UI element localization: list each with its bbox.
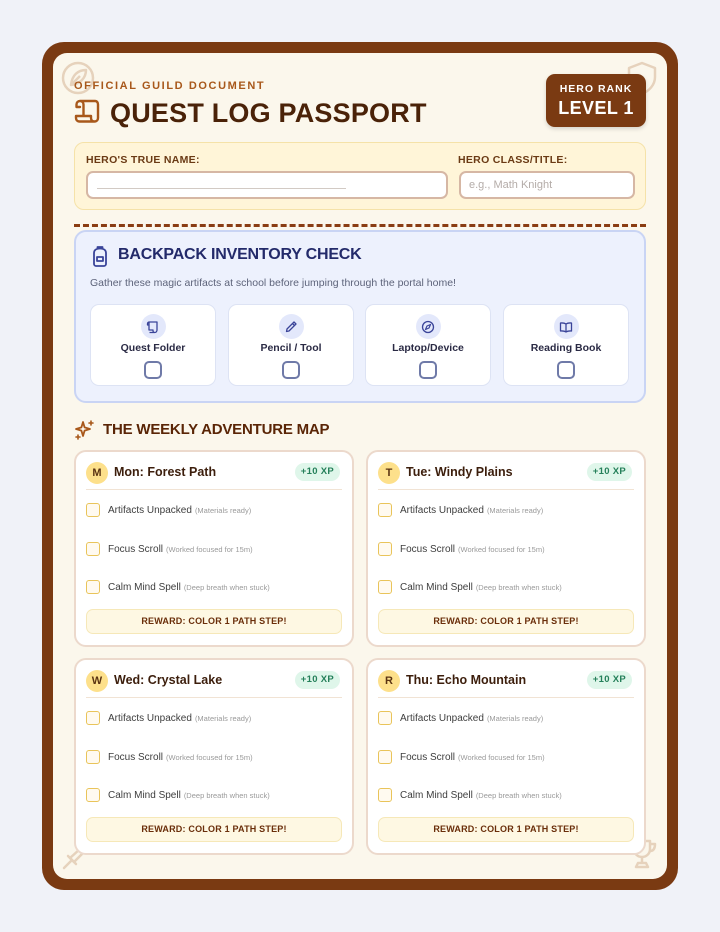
day-title: Thu: Echo Mountain bbox=[406, 673, 527, 687]
hero-class-label: HERO CLASS/TITLE: bbox=[458, 154, 568, 166]
scroll-icon bbox=[141, 314, 166, 339]
task-hint: (Deep breath when stuck) bbox=[183, 582, 270, 592]
inventory-item-reading-book bbox=[503, 304, 629, 386]
hero-name-label: HERO'S TRUE NAME: bbox=[86, 154, 200, 166]
inventory-item-label: Quest Folder bbox=[120, 342, 186, 354]
reward-banner: REWARD: COLOR 1 PATH STEP! bbox=[378, 609, 634, 634]
task-checkbox[interactable] bbox=[378, 788, 392, 802]
reward-banner: REWARD: COLOR 1 PATH STEP! bbox=[378, 817, 634, 842]
task-row bbox=[86, 501, 342, 519]
scroll-icon bbox=[72, 96, 102, 131]
task-name: Artifacts Unpacked bbox=[400, 712, 484, 724]
compass-icon bbox=[416, 314, 441, 339]
day-title: Mon: Forest Path bbox=[114, 465, 217, 479]
task-checkbox[interactable] bbox=[86, 503, 100, 517]
task-hint: (Deep breath when stuck) bbox=[183, 790, 270, 800]
book-icon bbox=[554, 314, 579, 339]
weekly-map-title: THE WEEKLY ADVENTURE MAP bbox=[103, 421, 330, 438]
inventory-item-pencil bbox=[228, 304, 354, 386]
inventory-checkbox[interactable] bbox=[419, 361, 437, 379]
task-row bbox=[378, 709, 634, 727]
day-card-monday bbox=[74, 450, 354, 647]
day-badge: T bbox=[378, 462, 400, 484]
xp-badge: +10 XP bbox=[295, 671, 340, 689]
backpack-icon bbox=[90, 245, 110, 267]
page-title: QUEST LOG PASSPORT bbox=[110, 98, 427, 128]
task-hint: (Deep breath when stuck) bbox=[475, 582, 562, 592]
task-name: Focus Scroll bbox=[108, 543, 164, 555]
document-eyebrow: OFFICIAL GUILD DOCUMENT bbox=[74, 80, 266, 92]
inventory-item-quest-folder bbox=[90, 304, 216, 386]
card-divider bbox=[86, 489, 342, 490]
inventory-checkbox[interactable] bbox=[282, 361, 300, 379]
task-checkbox[interactable] bbox=[86, 711, 100, 725]
task-row bbox=[378, 748, 634, 766]
day-badge: M bbox=[86, 462, 108, 484]
pencil-icon bbox=[279, 314, 304, 339]
task-hint: (Materials ready) bbox=[486, 713, 544, 723]
card-divider bbox=[378, 697, 634, 698]
inventory-item-label: Pencil / Tool bbox=[260, 342, 322, 354]
task-checkbox[interactable] bbox=[86, 788, 100, 802]
task-hint: (Worked focused for 15m) bbox=[166, 544, 253, 554]
task-hint: (Deep breath when stuck) bbox=[475, 790, 562, 800]
day-card-wednesday bbox=[74, 658, 354, 855]
task-checkbox[interactable] bbox=[378, 711, 392, 725]
task-row bbox=[86, 578, 342, 596]
hero-rank-label: HERO RANK bbox=[559, 83, 633, 95]
task-row bbox=[86, 540, 342, 558]
hero-class-field[interactable] bbox=[459, 171, 635, 199]
task-name: Calm Mind Spell bbox=[108, 581, 181, 593]
task-name: Focus Scroll bbox=[400, 543, 456, 555]
task-checkbox[interactable] bbox=[86, 542, 100, 556]
day-badge: R bbox=[378, 670, 400, 692]
task-hint: (Worked focused for 15m) bbox=[166, 752, 253, 762]
backpack-title: BACKPACK INVENTORY CHECK bbox=[118, 246, 362, 263]
task-row bbox=[378, 786, 634, 804]
task-row bbox=[378, 501, 634, 519]
reward-banner: REWARD: COLOR 1 PATH STEP! bbox=[86, 609, 342, 634]
hero-name-field[interactable] bbox=[86, 171, 448, 199]
day-title: Tue: Windy Plains bbox=[406, 465, 513, 479]
task-name: Artifacts Unpacked bbox=[108, 712, 192, 724]
xp-badge: +10 XP bbox=[295, 463, 340, 481]
task-name: Calm Mind Spell bbox=[400, 581, 473, 593]
task-hint: (Worked focused for 15m) bbox=[458, 544, 545, 554]
task-name: Calm Mind Spell bbox=[400, 789, 473, 801]
task-hint: (Materials ready) bbox=[486, 505, 544, 515]
task-checkbox[interactable] bbox=[86, 580, 100, 594]
task-hint: (Materials ready) bbox=[194, 713, 252, 723]
inventory-item-label: Laptop/Device bbox=[392, 342, 464, 354]
day-badge: W bbox=[86, 670, 108, 692]
hero-identity-box bbox=[74, 142, 646, 210]
task-row bbox=[378, 540, 634, 558]
day-title: Wed: Crystal Lake bbox=[114, 673, 223, 687]
sparkles-icon bbox=[74, 419, 96, 441]
xp-badge: +10 XP bbox=[587, 671, 632, 689]
task-name: Artifacts Unpacked bbox=[400, 504, 484, 516]
task-hint: (Materials ready) bbox=[194, 505, 252, 515]
task-row bbox=[86, 709, 342, 727]
task-checkbox[interactable] bbox=[86, 750, 100, 764]
task-checkbox[interactable] bbox=[378, 542, 392, 556]
task-name: Artifacts Unpacked bbox=[108, 504, 192, 516]
task-row bbox=[86, 786, 342, 804]
name-writing-line bbox=[97, 188, 346, 189]
inventory-checkbox[interactable] bbox=[557, 361, 575, 379]
reward-banner: REWARD: COLOR 1 PATH STEP! bbox=[86, 817, 342, 842]
inventory-item-label: Reading Book bbox=[530, 342, 602, 354]
task-row bbox=[378, 578, 634, 596]
card-divider bbox=[378, 489, 634, 490]
task-checkbox[interactable] bbox=[378, 750, 392, 764]
task-name: Calm Mind Spell bbox=[108, 789, 181, 801]
task-checkbox[interactable] bbox=[378, 503, 392, 517]
inventory-item-laptop bbox=[365, 304, 491, 386]
card-divider bbox=[86, 697, 342, 698]
title-row bbox=[72, 96, 427, 131]
day-card-thursday bbox=[366, 658, 646, 855]
hero-rank-value: LEVEL 1 bbox=[558, 98, 634, 118]
task-name: Focus Scroll bbox=[108, 751, 164, 763]
xp-badge: +10 XP bbox=[587, 463, 632, 481]
inventory-checkbox[interactable] bbox=[144, 361, 162, 379]
section-divider bbox=[74, 224, 646, 227]
backpack-subtitle: Gather these magic artifacts at school before jumping through the portal home! bbox=[90, 277, 456, 289]
task-name: Focus Scroll bbox=[400, 751, 456, 763]
day-card-tuesday bbox=[366, 450, 646, 647]
task-row bbox=[86, 748, 342, 766]
task-hint: (Worked focused for 15m) bbox=[458, 752, 545, 762]
task-checkbox[interactable] bbox=[378, 580, 392, 594]
hero-rank-badge bbox=[546, 74, 646, 127]
